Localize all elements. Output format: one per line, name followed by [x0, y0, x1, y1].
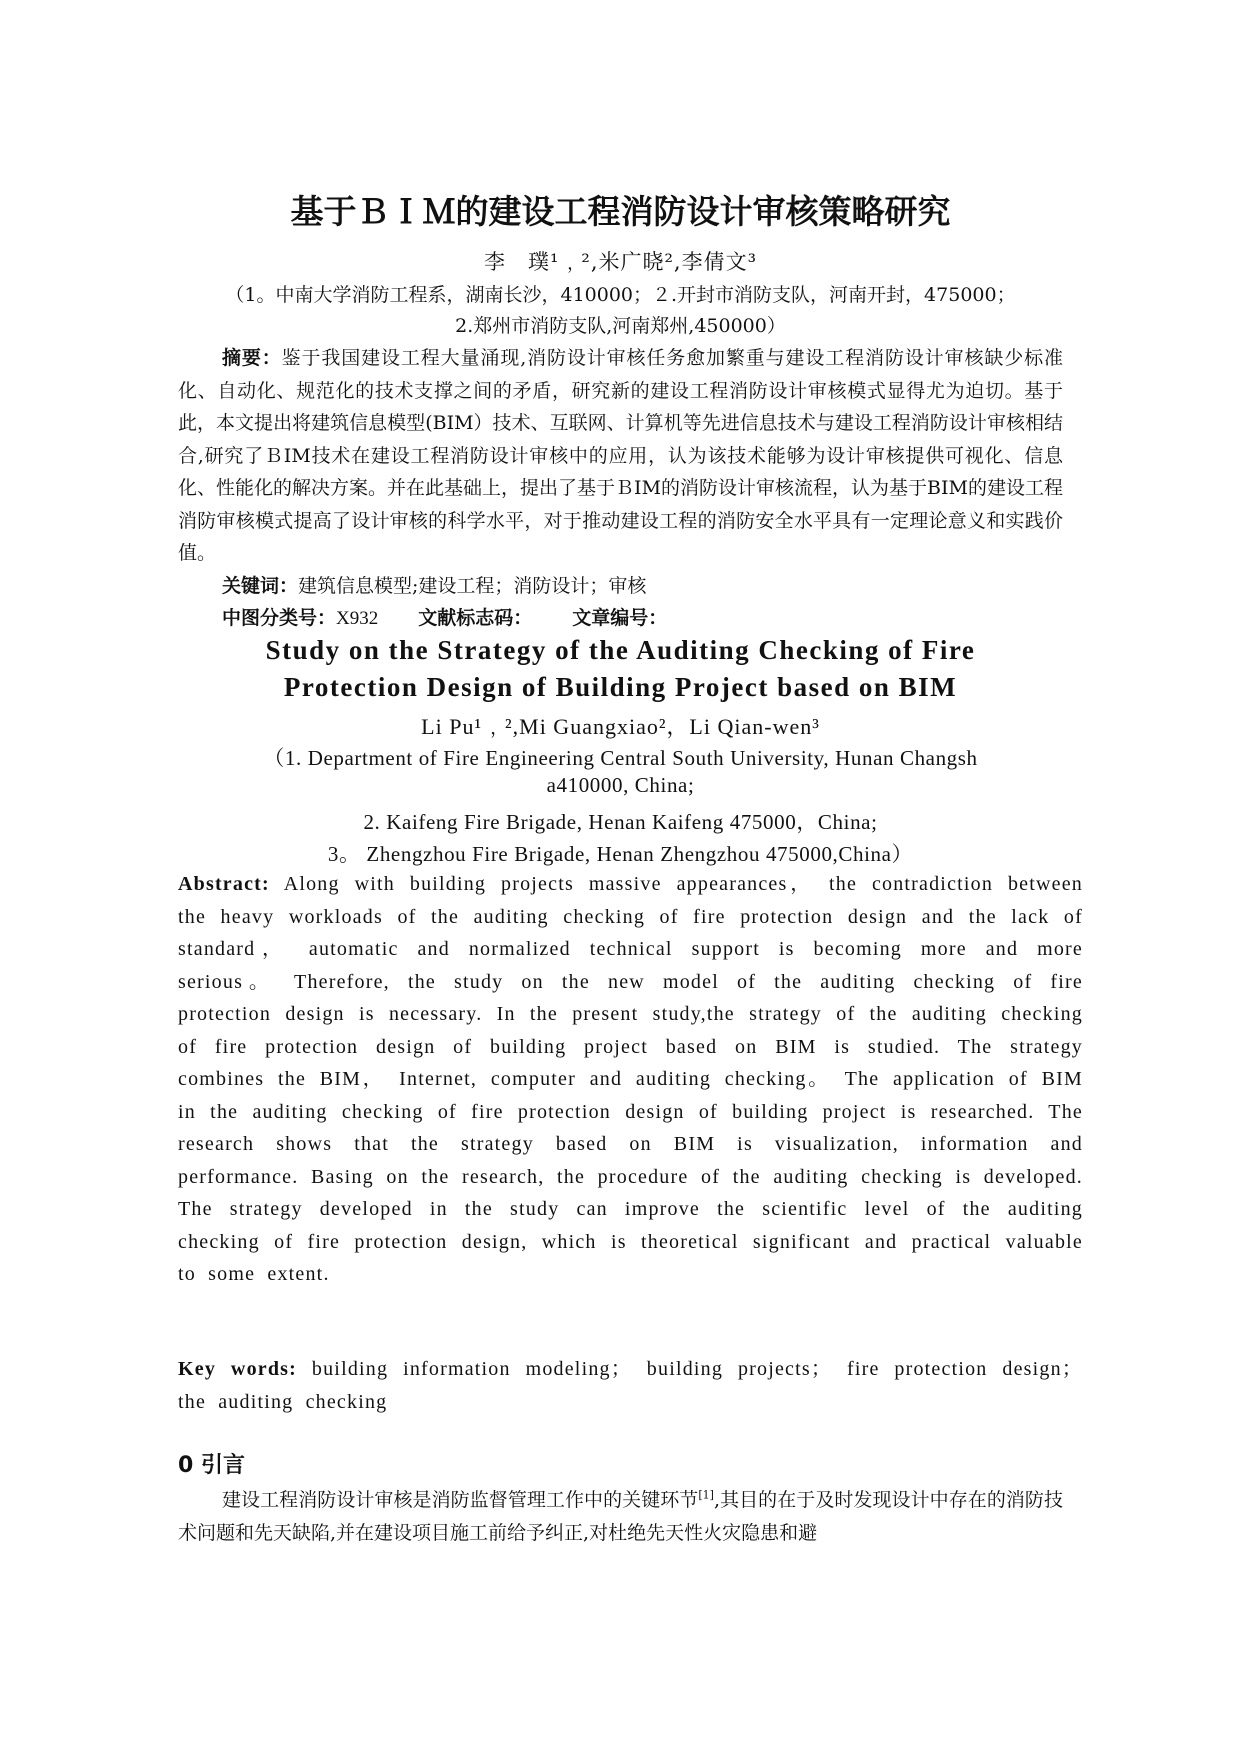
classification-line: [222, 603, 667, 630]
citation-ref: [1]: [698, 1488, 714, 1502]
paper-title-en-line2: Protection Design of Building Project based on BIM: [283, 672, 958, 702]
clc-value: X932: [336, 608, 379, 629]
abstract-en: [178, 868, 1083, 1291]
article-no-label: 文章编号：: [572, 607, 668, 629]
abstract-en-label: Abstract:: [178, 873, 270, 895]
affiliation-cn-line1: （1。中南大学消防工程系，湖南长沙，410000；２.开封市消防支队，河南开封，475000；: [225, 284, 1016, 306]
abstract-en-text: Along with building projects massive appearances， the contradiction between the heavy workloads of the auditing checking of fire protection design and the lack of standard， automatic and normalized technical support is becoming more and more serious。 Therefore, the study on the new model of the auditing checking of fire protection design is necessary. In the present study,the strategy of the auditing checking of fire protection design of building project based on BIM is studied. The strategy combines the BIM， Internet, computer and auditing checking。 The application of BIM in the auditing checking of fire protection design of building project is researched. The research shows that the strategy based on BIM is visualization, information and performance. Basing on the research, the procedure of the auditing checking is developed. The strategy developed in the study can improve the scientific level of the auditing checking of fire protection design, which is theoretical significant and practical valuable to some extent.: [178, 873, 1083, 1285]
affiliation-en-line1b: a410000, China;: [546, 773, 695, 797]
intro-text-part2: ,其目的在于及时发现设计中存在的消防技术问题和先天缺陷,并在建设项目施工前给予纠正,对杜绝先天性火灾隐患和避: [178, 1489, 1063, 1544]
affiliation-en-line1: （1. Department of Fire Engineering Central South University, Hunan Changsh: [263, 746, 978, 770]
doc-code-label: 文献标志码：: [418, 607, 533, 629]
keywords-en-label: Key words:: [178, 1358, 298, 1380]
keywords-cn: [222, 571, 646, 598]
keywords-en: [178, 1353, 1083, 1418]
abstract-cn-label: 摘要：: [222, 347, 282, 369]
paper-title-en-line1: Study on the Strategy of the Auditing Checking of Fire: [265, 635, 976, 665]
authors-cn: 李 璞¹﹐²,米广晓²,李倩文³: [483, 250, 758, 274]
section-intro-text: [178, 1484, 1063, 1549]
affiliation-en-line3: 3。 Zhengzhou Fire Brigade, Henan Zhengzhou 475000,China）: [327, 842, 914, 866]
keywords-cn-text: 建筑信息模型;建设工程；消防设计；审核: [298, 575, 647, 597]
abstract-cn-text: 鉴于我国建设工程大量涌现,消防设计审核任务愈加繁重与建设工程消防设计审核缺少标准化、自动化、规范化的技术支撑之间的矛盾，研究新的建设工程消防设计审核模式显得尤为迫切。基于此，本文提出将建筑信息模型(BIM）技术、互联网、计算机等先进信息技术与建设工程消防设计审核相结合,研究了ＢIM技术在建设工程消防设计审核中的应用，认为该技术能够为设计审核提供可视化、信息化、性能化的解决方案。并在此基础上，提出了基于ＢIM的消防设计审核流程，认为基于BIM的建设工程消防审核模式提高了设计审核的科学水平，对于推动建设工程的消防安全水平具有一定理论意义和实践价值。: [178, 347, 1063, 564]
keywords-cn-label: 关键词：: [222, 575, 299, 597]
section-heading-intro: 0 引言: [178, 1453, 245, 1478]
affiliation-cn-line2: 2.郑州市消防支队,河南郑州,450000）: [455, 315, 786, 337]
intro-text-part1: 建设工程消防设计审核是消防监督管理工作中的关键环节: [222, 1489, 699, 1511]
keywords-en-text: building information modeling； building projects； fire protection design； the auditing checking: [178, 1358, 1083, 1413]
affiliation-en-line2: 2. Kaifeng Fire Brigade, Henan Kaifeng 475000，China;: [363, 810, 878, 834]
paper-title-cn: 基于ＢＩＭ的建设工程消防设计审核策略研究: [290, 192, 951, 231]
abstract-cn: [178, 342, 1063, 570]
clc-label: 中图分类号：: [222, 607, 337, 629]
authors-en: Li Pu¹﹐²,Mi Guangxiao²，Li Qian-wen³: [421, 714, 820, 739]
